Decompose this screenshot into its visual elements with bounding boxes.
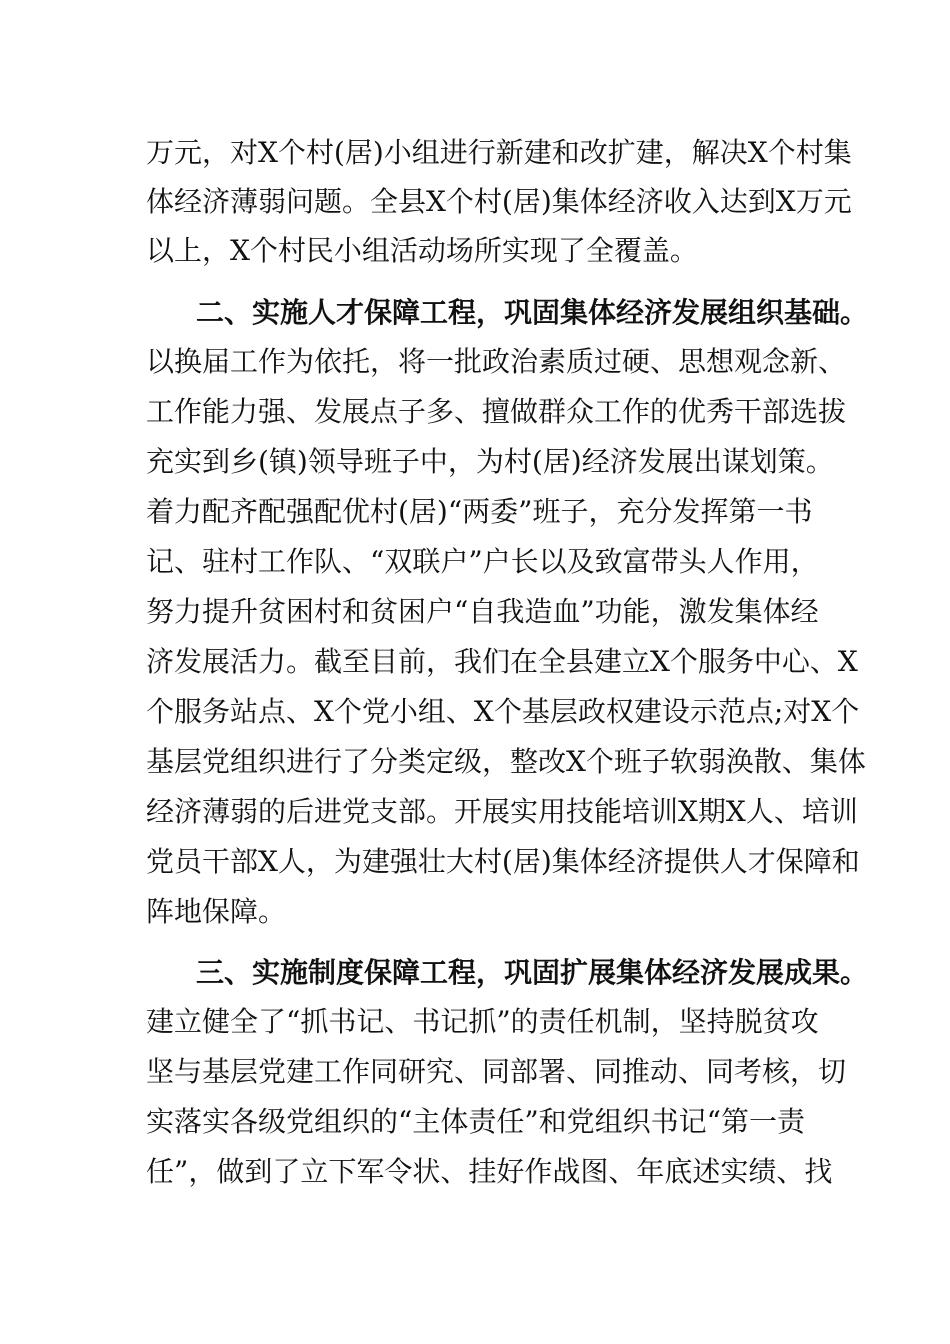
text-line: 经济薄弱的后进党支部。开展实用技能培训X期X人、培训 bbox=[146, 795, 858, 828]
text-line: 充实到乡(镇)领导班子中，为村(居)经济发展出谋划策。 bbox=[146, 445, 834, 478]
section-heading: 三、实施制度保障工程，巩固扩展集体经济发展成果。 bbox=[196, 956, 869, 989]
text-line: 建立健全了“抓书记、书记抓”的责任机制，坚持脱贫攻 bbox=[146, 1005, 819, 1038]
text-line: 记、驻村工作队、“双联户”户长以及致富带头人作用， bbox=[146, 545, 819, 578]
text-line: 党员干部X人，为建强壮大村(居)集体经济提供人才保障和 bbox=[146, 845, 860, 878]
section-heading: 二、实施人才保障工程，巩固集体经济发展组织基础。 bbox=[196, 296, 869, 329]
text-line: 基层党组织进行了分类定级，整改X个班子软弱涣散、集体 bbox=[146, 745, 866, 778]
text-line: 着力配齐配强配优村(居)“两委”班子，充分发挥第一书 bbox=[146, 495, 813, 528]
text-line: 以换届工作为依托，将一批政治素质过硬、思想观念新、 bbox=[146, 345, 847, 378]
text-line: 实落实各级党组织的“主体责任”和党组织书记“第一责 bbox=[146, 1105, 805, 1138]
text-line: 个服务站点、X个党小组、X个基层政权建设示范点;对X个 bbox=[146, 695, 860, 728]
text-line: 万元，对X个村(居)小组进行新建和改扩建，解决X个村集 bbox=[146, 136, 852, 169]
text-line: 努力提升贫困村和贫困户“自我造血”功能，激发集体经 bbox=[146, 595, 819, 628]
text-line: 工作能力强、发展点子多、擅做群众工作的优秀干部选拔 bbox=[146, 395, 847, 428]
text-line: 阵地保障。 bbox=[146, 895, 287, 928]
text-line: 任”，做到了立下军令状、挂好作战图、年底述实绩、找 bbox=[146, 1155, 833, 1188]
text-line: 以上，X个村民小组活动场所实现了全覆盖。 bbox=[146, 234, 698, 267]
text-line: 坚与基层党建工作同研究、同部署、同推动、同考核，切 bbox=[146, 1055, 847, 1088]
text-line: 体经济薄弱问题。全县X个村(居)集体经济收入达到X万元 bbox=[146, 185, 852, 218]
text-line: 济发展活力。截至目前，我们在全县建立X个服务中心、X bbox=[146, 645, 858, 678]
